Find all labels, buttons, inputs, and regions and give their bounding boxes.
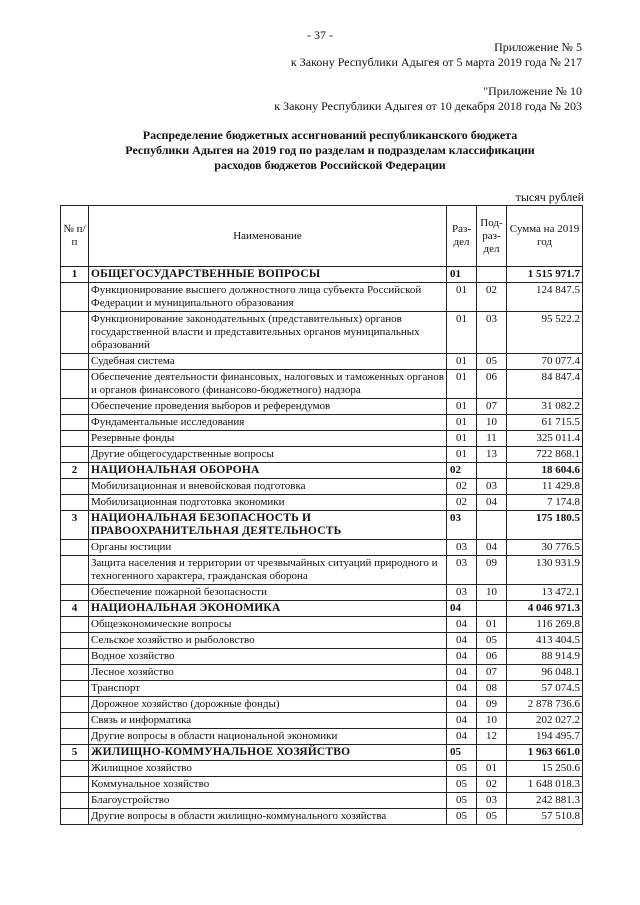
row-section-code: 01 bbox=[447, 370, 477, 399]
row-section-code: 05 bbox=[447, 809, 477, 825]
row-section-code: 01 bbox=[447, 447, 477, 463]
row-sum: 31 082.2 bbox=[507, 399, 583, 415]
header-num: № п/п bbox=[61, 206, 89, 267]
row-number bbox=[61, 713, 89, 729]
row-name: Фундаментальные исследования bbox=[89, 415, 447, 431]
row-sum: 413 404.5 bbox=[507, 633, 583, 649]
row-sum: 175 180.5 bbox=[507, 511, 583, 540]
table-section-row bbox=[61, 511, 583, 540]
row-number: 4 bbox=[61, 601, 89, 617]
row-subsection-code: 05 bbox=[477, 633, 507, 649]
row-sum: 70 077.4 bbox=[507, 354, 583, 370]
row-sum: 722 868.1 bbox=[507, 447, 583, 463]
row-sum: 57 510.8 bbox=[507, 809, 583, 825]
header-subsection: Под-раз-дел bbox=[477, 206, 507, 267]
row-sum: 2 878 736.6 bbox=[507, 697, 583, 713]
appendix-current bbox=[291, 40, 582, 70]
row-sum: 1 963 661.0 bbox=[507, 745, 583, 761]
table-row bbox=[61, 431, 583, 447]
row-name: Мобилизационная и вневойсковая подготовка bbox=[89, 479, 447, 495]
row-number bbox=[61, 633, 89, 649]
budget-table bbox=[60, 205, 583, 825]
row-number bbox=[61, 312, 89, 354]
row-number bbox=[61, 354, 89, 370]
row-name: Общеэкономические вопросы bbox=[89, 617, 447, 633]
row-name: НАЦИОНАЛЬНАЯ ОБОРОНА bbox=[89, 463, 447, 479]
row-number bbox=[61, 777, 89, 793]
row-section-code: 03 bbox=[447, 585, 477, 601]
table-row bbox=[61, 415, 583, 431]
title-line-2: Республики Адыгея на 2019 год по разделам и подразделам классификации bbox=[125, 143, 535, 157]
row-subsection-code: 09 bbox=[477, 556, 507, 585]
row-number bbox=[61, 479, 89, 495]
table-row bbox=[61, 697, 583, 713]
row-number bbox=[61, 399, 89, 415]
row-section-code: 01 bbox=[447, 267, 477, 283]
row-number bbox=[61, 415, 89, 431]
row-name: Другие вопросы в области жилищно-коммунального хозяйства bbox=[89, 809, 447, 825]
table-row bbox=[61, 777, 583, 793]
row-section-code: 04 bbox=[447, 713, 477, 729]
row-subsection-code: 05 bbox=[477, 809, 507, 825]
row-subsection-code: 10 bbox=[477, 415, 507, 431]
row-subsection-code bbox=[477, 745, 507, 761]
row-number bbox=[61, 697, 89, 713]
table-row bbox=[61, 585, 583, 601]
row-number bbox=[61, 585, 89, 601]
table-row bbox=[61, 312, 583, 354]
row-sum: 202 027.2 bbox=[507, 713, 583, 729]
row-number bbox=[61, 729, 89, 745]
row-subsection-code: 01 bbox=[477, 617, 507, 633]
row-name: НАЦИОНАЛЬНАЯ БЕЗОПАСНОСТЬ И ПРАВООХРАНИТЕЛЬНАЯ ДЕЯТЕЛЬНОСТЬ bbox=[89, 511, 447, 540]
row-number bbox=[61, 617, 89, 633]
document-title bbox=[80, 128, 580, 173]
row-subsection-code: 11 bbox=[477, 431, 507, 447]
row-number bbox=[61, 495, 89, 511]
row-name: Транспорт bbox=[89, 681, 447, 697]
table-row bbox=[61, 713, 583, 729]
table-row bbox=[61, 399, 583, 415]
row-number bbox=[61, 431, 89, 447]
row-section-code: 04 bbox=[447, 617, 477, 633]
table-row bbox=[61, 479, 583, 495]
table-section-row bbox=[61, 267, 583, 283]
row-sum: 61 715.5 bbox=[507, 415, 583, 431]
table-section-row bbox=[61, 601, 583, 617]
table-row bbox=[61, 665, 583, 681]
row-subsection-code: 06 bbox=[477, 370, 507, 399]
row-subsection-code bbox=[477, 267, 507, 283]
row-number bbox=[61, 809, 89, 825]
table-row bbox=[61, 370, 583, 399]
table-row bbox=[61, 649, 583, 665]
row-section-code: 04 bbox=[447, 681, 477, 697]
row-section-code: 01 bbox=[447, 415, 477, 431]
row-section-code: 03 bbox=[447, 556, 477, 585]
row-sum: 325 011.4 bbox=[507, 431, 583, 447]
row-subsection-code: 02 bbox=[477, 777, 507, 793]
row-section-code: 01 bbox=[447, 431, 477, 447]
row-name: Лесное хозяйство bbox=[89, 665, 447, 681]
row-section-code: 04 bbox=[447, 649, 477, 665]
row-subsection-code bbox=[477, 601, 507, 617]
table-row bbox=[61, 729, 583, 745]
row-name: Благоустройство bbox=[89, 793, 447, 809]
units-label: тысяч рублей bbox=[515, 190, 584, 204]
row-sum: 88 914.9 bbox=[507, 649, 583, 665]
row-name: Обеспечение деятельности финансовых, налоговых и таможенных органов и органов финансового (финансово-бюджетного) надзора bbox=[89, 370, 447, 399]
row-sum: 130 931.9 bbox=[507, 556, 583, 585]
row-subsection-code: 01 bbox=[477, 761, 507, 777]
row-name: НАЦИОНАЛЬНАЯ ЭКОНОМИКА bbox=[89, 601, 447, 617]
row-sum: 7 174.8 bbox=[507, 495, 583, 511]
row-number bbox=[61, 649, 89, 665]
row-number bbox=[61, 793, 89, 809]
appendix-original-law: к Закону Республики Адыгея от 10 декабря 2018 года № 203 bbox=[274, 99, 582, 113]
row-name: Обеспечение пожарной безопасности bbox=[89, 585, 447, 601]
table-row bbox=[61, 617, 583, 633]
row-section-code: 04 bbox=[447, 633, 477, 649]
row-sum: 30 776.5 bbox=[507, 540, 583, 556]
row-section-code: 05 bbox=[447, 793, 477, 809]
row-number: 3 bbox=[61, 511, 89, 540]
row-section-code: 05 bbox=[447, 777, 477, 793]
row-sum: 95 522.2 bbox=[507, 312, 583, 354]
row-subsection-code: 03 bbox=[477, 312, 507, 354]
row-subsection-code bbox=[477, 511, 507, 540]
row-section-code: 02 bbox=[447, 463, 477, 479]
row-subsection-code: 06 bbox=[477, 649, 507, 665]
table-row bbox=[61, 761, 583, 777]
row-name: Другие вопросы в области национальной экономики bbox=[89, 729, 447, 745]
row-sum: 242 881.3 bbox=[507, 793, 583, 809]
row-section-code: 03 bbox=[447, 540, 477, 556]
row-sum: 4 046 971.3 bbox=[507, 601, 583, 617]
row-subsection-code: 07 bbox=[477, 399, 507, 415]
row-number: 2 bbox=[61, 463, 89, 479]
row-number bbox=[61, 556, 89, 585]
row-section-code: 01 bbox=[447, 354, 477, 370]
row-subsection-code: 04 bbox=[477, 495, 507, 511]
row-name: Резервные фонды bbox=[89, 431, 447, 447]
row-section-code: 05 bbox=[447, 761, 477, 777]
table-row bbox=[61, 556, 583, 585]
appendix-original-number: "Приложение № 10 bbox=[483, 84, 582, 98]
row-subsection-code: 03 bbox=[477, 793, 507, 809]
row-subsection-code: 04 bbox=[477, 540, 507, 556]
table-row bbox=[61, 354, 583, 370]
row-name: Функционирование законодательных (представительных) органов государственной власти и представительных органов муниципальных образований bbox=[89, 312, 447, 354]
table-row bbox=[61, 447, 583, 463]
row-name: Другие общегосударственные вопросы bbox=[89, 447, 447, 463]
row-section-code: 02 bbox=[447, 495, 477, 511]
row-name: ОБЩЕГОСУДАРСТВЕННЫЕ ВОПРОСЫ bbox=[89, 267, 447, 283]
row-sum: 84 847.4 bbox=[507, 370, 583, 399]
row-section-code: 03 bbox=[447, 511, 477, 540]
row-section-code: 04 bbox=[447, 729, 477, 745]
row-name: Водное хозяйство bbox=[89, 649, 447, 665]
appendix-current-law: к Закону Республики Адыгея от 5 марта 2019 года № 217 bbox=[290, 55, 582, 69]
row-number: 1 bbox=[61, 267, 89, 283]
row-sum: 11 429.8 bbox=[507, 479, 583, 495]
header-sum: Сумма на 2019 год bbox=[507, 206, 583, 267]
table-header-row bbox=[61, 206, 583, 267]
row-sum: 116 269.8 bbox=[507, 617, 583, 633]
row-subsection-code: 08 bbox=[477, 681, 507, 697]
row-name: Судебная система bbox=[89, 354, 447, 370]
row-section-code: 04 bbox=[447, 601, 477, 617]
row-sum: 96 048.1 bbox=[507, 665, 583, 681]
row-name: Коммунальное хозяйство bbox=[89, 777, 447, 793]
row-subsection-code: 09 bbox=[477, 697, 507, 713]
row-subsection-code bbox=[477, 463, 507, 479]
row-name: Органы юстиции bbox=[89, 540, 447, 556]
row-sum: 15 250.6 bbox=[507, 761, 583, 777]
table-section-row bbox=[61, 463, 583, 479]
row-subsection-code: 10 bbox=[477, 713, 507, 729]
table-body bbox=[61, 267, 583, 825]
row-subsection-code: 07 bbox=[477, 665, 507, 681]
row-name: Защита населения и территории от чрезвычайных ситуаций природного и техногенного характера, гражданская оборона bbox=[89, 556, 447, 585]
row-section-code: 05 bbox=[447, 745, 477, 761]
row-subsection-code: 03 bbox=[477, 479, 507, 495]
table-row bbox=[61, 681, 583, 697]
row-subsection-code: 12 bbox=[477, 729, 507, 745]
row-sum: 1 648 018.3 bbox=[507, 777, 583, 793]
table-row bbox=[61, 540, 583, 556]
row-name: Функционирование высшего должностного лица субъекта Российской Федерации и муниципального образования bbox=[89, 283, 447, 312]
row-sum: 13 472.1 bbox=[507, 585, 583, 601]
row-sum: 57 074.5 bbox=[507, 681, 583, 697]
row-section-code: 01 bbox=[447, 283, 477, 312]
row-section-code: 01 bbox=[447, 312, 477, 354]
row-name: ЖИЛИЩНО-КОММУНАЛЬНОЕ ХОЗЯЙСТВО bbox=[89, 745, 447, 761]
row-sum: 18 604.6 bbox=[507, 463, 583, 479]
row-name: Жилищное хозяйство bbox=[89, 761, 447, 777]
row-name: Сельское хозяйство и рыболовство bbox=[89, 633, 447, 649]
table-row bbox=[61, 283, 583, 312]
page-number: - 37 - bbox=[307, 28, 333, 42]
table-row bbox=[61, 495, 583, 511]
row-sum: 124 847.5 bbox=[507, 283, 583, 312]
header-name: Наименование bbox=[89, 206, 447, 267]
title-line-1: Распределение бюджетных ассигнований республиканского бюджета bbox=[142, 128, 518, 142]
header-section: Раз-дел bbox=[447, 206, 477, 267]
row-sum: 194 495.7 bbox=[507, 729, 583, 745]
row-subsection-code: 13 bbox=[477, 447, 507, 463]
row-number bbox=[61, 540, 89, 556]
row-number bbox=[61, 447, 89, 463]
row-sum: 1 515 971.7 bbox=[507, 267, 583, 283]
row-name: Дорожное хозяйство (дорожные фонды) bbox=[89, 697, 447, 713]
row-number: 5 bbox=[61, 745, 89, 761]
row-number bbox=[61, 370, 89, 399]
row-subsection-code: 10 bbox=[477, 585, 507, 601]
title-line-3: расходов бюджетов Российской Федерации bbox=[214, 158, 446, 172]
row-name: Обеспечение проведения выборов и референдумов bbox=[89, 399, 447, 415]
row-name: Мобилизационная подготовка экономики bbox=[89, 495, 447, 511]
row-section-code: 04 bbox=[447, 665, 477, 681]
row-section-code: 02 bbox=[447, 479, 477, 495]
row-subsection-code: 02 bbox=[477, 283, 507, 312]
row-number bbox=[61, 761, 89, 777]
row-number bbox=[61, 681, 89, 697]
table-row bbox=[61, 633, 583, 649]
row-section-code: 01 bbox=[447, 399, 477, 415]
row-section-code: 04 bbox=[447, 697, 477, 713]
row-subsection-code: 05 bbox=[477, 354, 507, 370]
row-number bbox=[61, 665, 89, 681]
appendix-original bbox=[274, 84, 582, 114]
row-name: Связь и информатика bbox=[89, 713, 447, 729]
table-row bbox=[61, 809, 583, 825]
table-section-row bbox=[61, 745, 583, 761]
row-number bbox=[61, 283, 89, 312]
appendix-current-number: Приложение № 5 bbox=[494, 40, 582, 54]
table-row bbox=[61, 793, 583, 809]
